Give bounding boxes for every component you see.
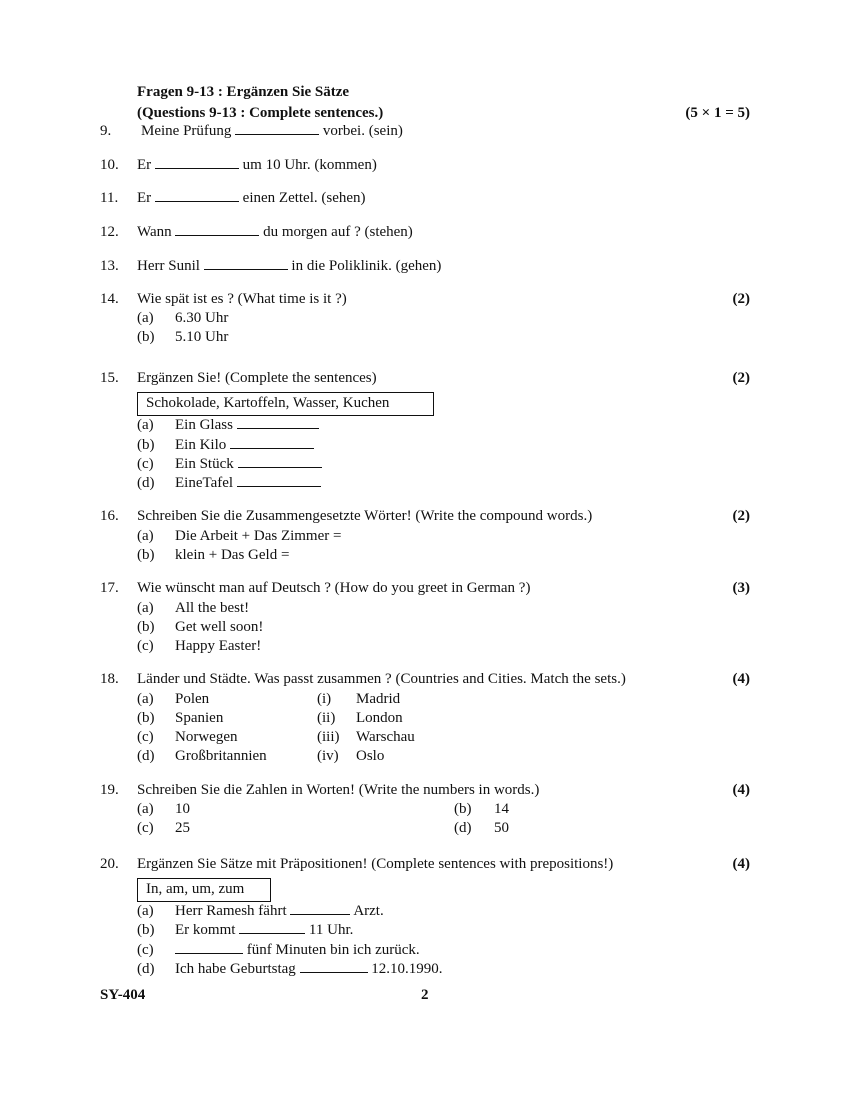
- option-text: Happy Easter!: [175, 638, 262, 654]
- question-text: Länder und Städte. Was passt zusammen ? (Countries and Cities. Match the sets.): [137, 671, 626, 687]
- paper-code: SY-404: [100, 987, 146, 1003]
- text-before: Herr Ramesh fährt: [175, 903, 287, 919]
- text-before: Wann: [137, 224, 172, 240]
- question-number: 18.: [100, 671, 119, 687]
- answer-blank: [239, 932, 305, 934]
- text-after: 12.10.1990.: [371, 961, 443, 977]
- option-label: (a): [137, 600, 154, 616]
- option-label: (c): [137, 638, 154, 654]
- option-text: 25: [175, 820, 190, 836]
- text-before: Er kommt: [175, 922, 236, 938]
- question-text: [137, 258, 441, 275]
- country-label: (b): [137, 710, 155, 726]
- question-text: Ergänzen Sie Sätze mit Präpositionen! (Complete sentences with prepositions!): [137, 856, 614, 872]
- question-number: 11.: [100, 190, 119, 206]
- country-name: Großbritannien: [175, 748, 267, 764]
- option-text: [175, 961, 443, 978]
- option-label: (a): [137, 310, 154, 326]
- question-number: 12.: [100, 224, 119, 240]
- question-marks: (4): [732, 856, 750, 872]
- text-after: um 10 Uhr. (kommen): [242, 157, 377, 173]
- question-number: 13.: [100, 258, 119, 274]
- option-label: (c): [137, 820, 154, 836]
- option-label: (a): [137, 417, 154, 433]
- text-after: 11 Uhr.: [308, 922, 354, 938]
- text-after: vorbei. (sein): [322, 123, 403, 139]
- answer-blank: [204, 268, 288, 270]
- question-number: 20.: [100, 856, 119, 872]
- option-label: (b): [137, 437, 155, 453]
- city-name: Warschau: [356, 729, 415, 745]
- city-label: (iii): [317, 729, 340, 745]
- text-before: Er: [137, 157, 152, 173]
- country-label: (a): [137, 691, 154, 707]
- question-text: Schreiben Sie die Zahlen in Worten! (Write the numbers in words.): [137, 782, 540, 798]
- question-number: 10.: [100, 157, 119, 173]
- question-number: 16.: [100, 508, 119, 524]
- city-name: Oslo: [356, 748, 385, 764]
- text-after: du morgen auf ? (stehen): [263, 224, 413, 240]
- question-number: 9.: [100, 123, 112, 139]
- country-label: (d): [137, 748, 155, 764]
- option-text: [175, 475, 321, 492]
- text-before: Ich habe Geburtstag: [175, 961, 296, 977]
- question-text: Ergänzen Sie! (Complete the sentences): [137, 370, 377, 386]
- answer-blank: [230, 447, 314, 449]
- text-before: Herr Sunil: [137, 258, 200, 274]
- section-title: Fragen 9-13 : Ergänzen Sie Sätze: [137, 84, 350, 100]
- question-number: 14.: [100, 291, 119, 307]
- question-marks: (4): [732, 671, 750, 687]
- option-text: klein + Das Geld =: [175, 547, 290, 563]
- option-text: [175, 417, 319, 434]
- option-label: (d): [454, 820, 472, 836]
- option-label: (d): [137, 475, 155, 491]
- option-words: EineTafel: [175, 475, 234, 491]
- option-text: 10: [175, 801, 190, 817]
- city-name: Madrid: [356, 691, 401, 707]
- country-name: Spanien: [175, 710, 224, 726]
- option-label: (c): [137, 456, 154, 472]
- question-marks: (3): [732, 580, 750, 596]
- answer-blank: [155, 200, 239, 202]
- option-words: Ein Kilo: [175, 437, 227, 453]
- option-label: (d): [137, 961, 155, 977]
- word-box: In, am, um, zum: [137, 878, 271, 902]
- city-label: (ii): [317, 710, 336, 726]
- option-label: (b): [137, 619, 155, 635]
- option-text: [175, 437, 314, 454]
- country-name: Polen: [175, 691, 210, 707]
- country-name: Norwegen: [175, 729, 238, 745]
- option-words: Ein Stück: [175, 456, 234, 472]
- option-label: (b): [137, 329, 155, 345]
- option-text: [175, 456, 322, 473]
- option-text: 5.10 Uhr: [175, 329, 229, 345]
- option-text: [175, 922, 353, 939]
- option-label: (a): [137, 903, 154, 919]
- question-marks: (2): [732, 291, 750, 307]
- question-text: Schreiben Sie die Zusammengesetzte Wörter! (Write the compound words.): [137, 508, 593, 524]
- answer-blank: [155, 167, 239, 169]
- answer-blank: [235, 133, 319, 135]
- text-after: einen Zettel. (sehen): [242, 190, 366, 206]
- text-before: Meine Prüfung: [141, 123, 232, 139]
- option-label: (b): [454, 801, 472, 817]
- country-label: (c): [137, 729, 154, 745]
- question-marks: (2): [732, 508, 750, 524]
- question-number: 19.: [100, 782, 119, 798]
- question-text: [137, 157, 377, 174]
- text-after: in die Poliklinik. (gehen): [291, 258, 442, 274]
- option-text: 50: [494, 820, 509, 836]
- section-subtitle: (Questions 9-13 : Complete sentences.): [137, 105, 384, 121]
- question-text: [141, 123, 403, 140]
- answer-blank: [300, 971, 368, 973]
- question-marks: (2): [732, 370, 750, 386]
- question-text: [137, 190, 366, 207]
- option-label: (a): [137, 528, 154, 544]
- text-before: Er: [137, 190, 152, 206]
- question-marks: (4): [732, 782, 750, 798]
- text-after: fünf Minuten bin ich zurück.: [246, 942, 420, 958]
- section-marks: (5 × 1 = 5): [685, 105, 750, 121]
- option-text: [175, 942, 420, 959]
- text-after: Arzt.: [353, 903, 384, 919]
- answer-blank: [237, 485, 321, 487]
- option-text: All the best!: [175, 600, 250, 616]
- option-text: Die Arbeit + Das Zimmer =: [175, 528, 342, 544]
- city-name: London: [356, 710, 403, 726]
- option-label: (b): [137, 547, 155, 563]
- option-label: (c): [137, 942, 154, 958]
- question-number: 17.: [100, 580, 119, 596]
- option-text: 14: [494, 801, 509, 817]
- question-number: 15.: [100, 370, 119, 386]
- city-label: (iv): [317, 748, 339, 764]
- answer-blank: [175, 952, 243, 954]
- answer-blank: [290, 913, 350, 915]
- question-text: Wie spät ist es ? (What time is it ?): [137, 291, 347, 307]
- word-box: Schokolade, Kartoffeln, Wasser, Kuchen: [137, 392, 434, 416]
- option-text: 6.30 Uhr: [175, 310, 229, 326]
- option-label: (a): [137, 801, 154, 817]
- option-text: [175, 903, 384, 920]
- answer-blank: [238, 466, 322, 468]
- page-number: 2: [421, 987, 429, 1003]
- question-text: [137, 224, 413, 241]
- question-text: Wie wünscht man auf Deutsch ? (How do you greet in German ?): [137, 580, 531, 596]
- option-text: Get well soon!: [175, 619, 264, 635]
- city-label: (i): [317, 691, 332, 707]
- answer-blank: [237, 427, 319, 429]
- answer-blank: [175, 234, 259, 236]
- option-words: Ein Glass: [175, 417, 233, 433]
- option-label: (b): [137, 922, 155, 938]
